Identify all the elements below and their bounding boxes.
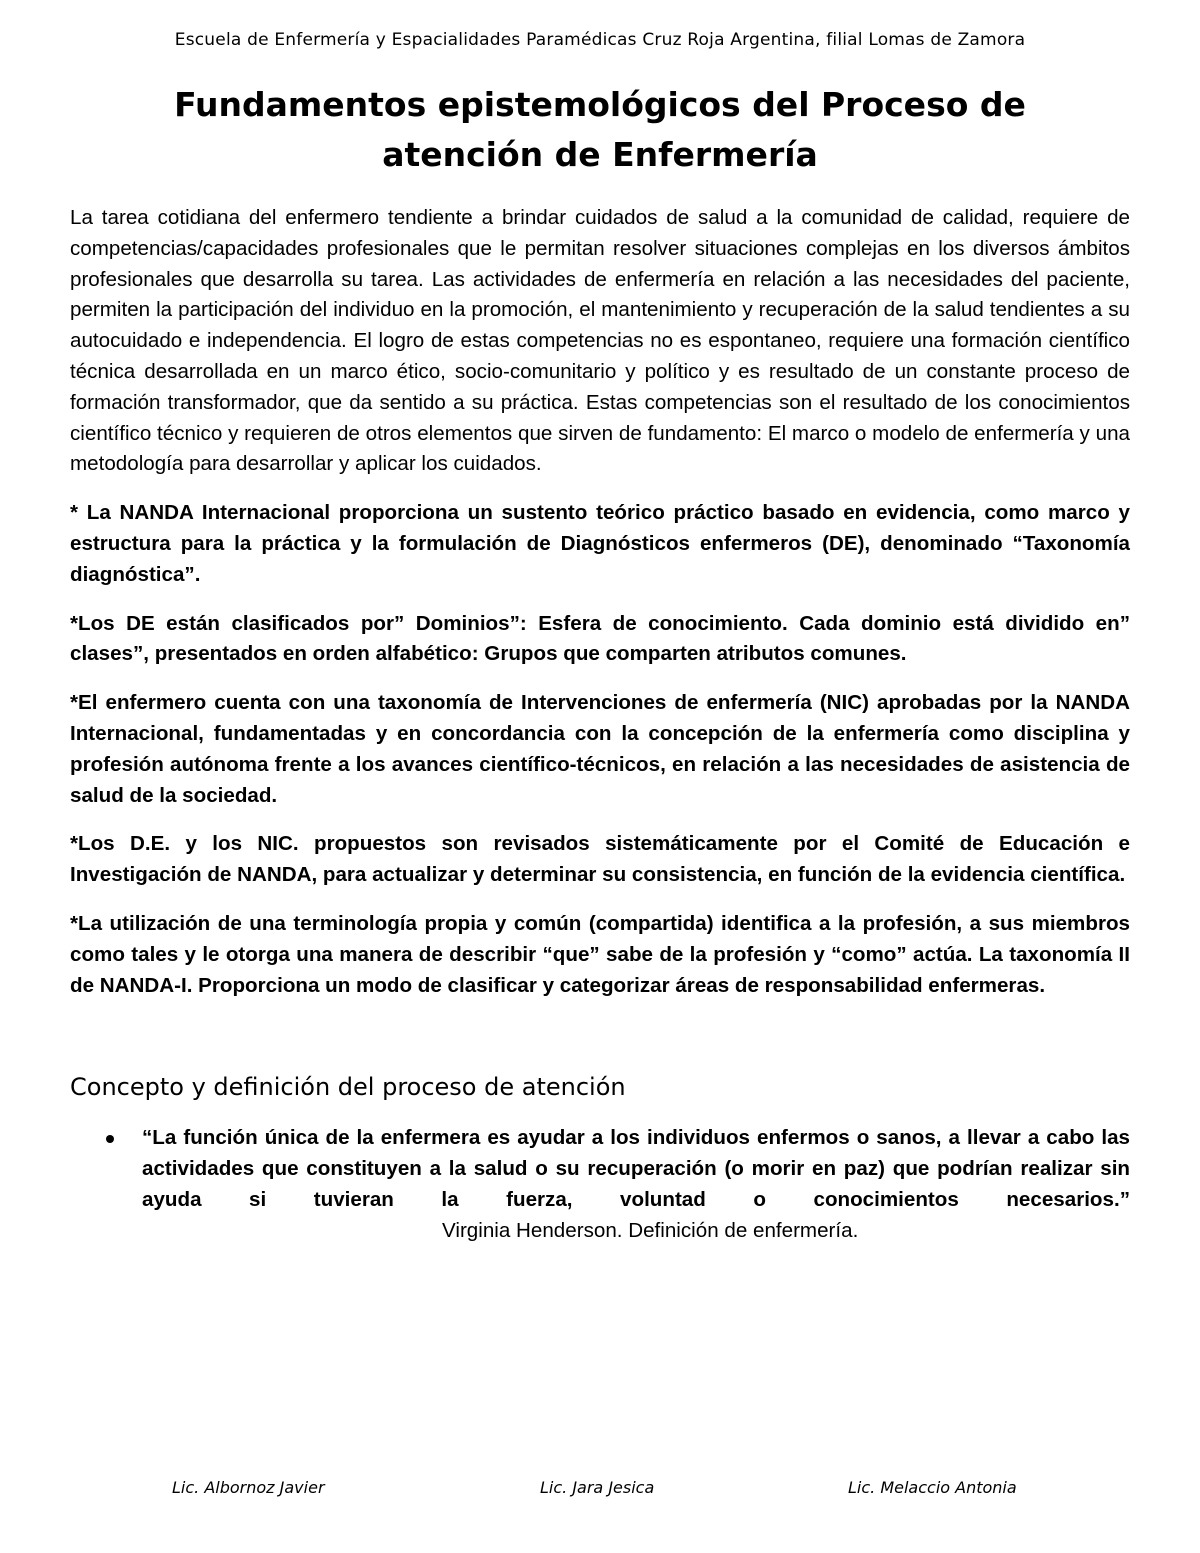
- nanda-paragraph: * La NANDA Internacional proporciona un sustento teórico práctico basado en evidencia, como marco y estructura para la práctica y la formulación de Diagnósticos enfermeros (DE), denominado “Taxonomía diagnóstica”.: [70, 501, 1130, 586]
- definition-list: [70, 1123, 1130, 1246]
- dominios-paragraph: *Los DE están clasificados por” Dominios”: Esfera de conocimiento. Cada dominio está dividido en” clases”, presentados en orden alfabético: Grupos que comparten atributos comunes.: [70, 611, 1130, 666]
- footer-author-3: Lic. Melaccio Antonia: [848, 1478, 1017, 1497]
- revision-paragraph: *Los D.E. y los NIC. propuestos son revisados sistemáticamente por el Comité de Educación e Investigación de NANDA, para actualizar y determinar su consistencia, en función de la evidencia científica.: [70, 832, 1130, 887]
- document-body: [70, 203, 1130, 1247]
- page-header: Escuela de Enfermería y Espacialidades Paramédicas Cruz Roja Argentina, filial Lomas de Zamora: [174, 30, 1026, 50]
- page-footer: [0, 1478, 1200, 1502]
- document-title: Fundamentos epistemológicos del Proceso de atención de Enfermería: [174, 85, 1026, 174]
- bullet-icon: [106, 1135, 114, 1143]
- terminologia-paragraph: *La utilización de una terminología propia y común (compartida) identifica a la profesión, a sus miembros como tales y le otorga una manera de describir “que” sabe de la profesión y “como” actúa. La taxonomía II de NANDA-I. Proporciona un modo de clasificar y categorizar áreas de responsabilidad enfermeras.: [70, 911, 1130, 997]
- section-heading: Concepto y definición del proceso de atención: [70, 1073, 626, 1102]
- nic-paragraph: *El enfermero cuenta con una taxonomía de Intervenciones de enfermería (NIC) aprobadas por la NANDA Internacional, fundamentadas y en concordancia con la concepción de la enfermería como disciplina y profesión autónoma frente a los avances científico-técnicos, en relación a las necesidades de asistencia de salud de la sociedad.: [70, 691, 1130, 807]
- quote-attribution: Virginia Henderson. Definición de enfermería.: [442, 1218, 859, 1242]
- intro-paragraph: La tarea cotidiana del enfermero tendiente a brindar cuidados de salud a la comunidad de calidad, requiere de competencias/capacidades profesionales que le permitan resolver situaciones complejas en los diversos ámbitos profesionales que desarrolla su tarea. Las actividades de enfermería en relación a las necesidades del paciente, permiten la participación del individuo en la promoción, el mantenimiento y recuperación de la salud tendientes a su autocuidado e independencia. El logro de estas competencias no es espontaneo, requiere una formación científico técnica desarrollada en un marco ético, socio-comunitario y político y es resultado de un constante proceso de formación transformador, que da sentido a su práctica. Estas competencias son el resultado de los conocimientos científico técnico y requieren de otros elementos que sirven de fundamento: El marco o modelo de enfermería y una metodología para desarrollar y aplicar los cuidados.: [70, 206, 1130, 476]
- list-item: [70, 1123, 1130, 1246]
- footer-author-2: Lic. Jara Jesica: [540, 1478, 655, 1497]
- henderson-quote: “La función única de la enfermera es ayudar a los individuos enfermos o sanos, a llevar a cabo las actividades que constituyen a la salud o su recuperación (o morir en paz) que podrían realizar sin ayuda si tuvieran la fuerza, voluntad o conocimientos necesarios.”: [142, 1126, 1130, 1211]
- footer-author-1: Lic. Albornoz Javier: [172, 1478, 325, 1497]
